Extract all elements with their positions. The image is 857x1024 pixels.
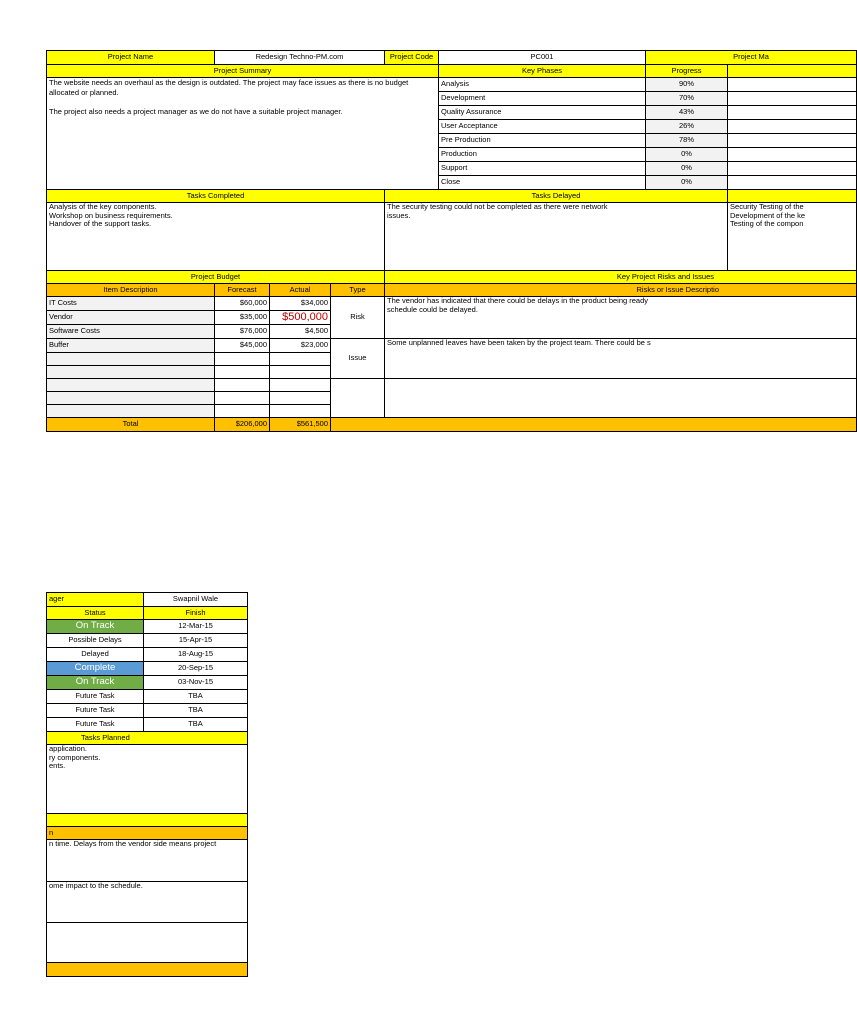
status-header-clipped — [728, 65, 857, 78]
phase-progress[interactable]: 0% — [646, 148, 728, 162]
budget-actual[interactable]: $34,000 — [270, 297, 331, 311]
phase-progress[interactable]: 90% — [646, 78, 728, 92]
project-status-table-top — [46, 50, 857, 432]
tasks-planned-title: Tasks Planned — [47, 732, 248, 745]
risk-type: Risk — [331, 297, 385, 339]
project-manager-label-continued: ager — [47, 593, 144, 607]
phase-finish[interactable]: TBA — [144, 704, 248, 718]
phase-status-complete[interactable]: Complete — [47, 662, 144, 676]
budget-total-actual: $561,500 — [270, 418, 331, 432]
forecast-header: Forecast — [215, 284, 270, 297]
risk-description-empty[interactable] — [47, 923, 248, 963]
phase-finish[interactable]: 03-Nov-15 — [144, 676, 248, 690]
progress-header: Progress — [646, 65, 728, 78]
budget-item: Vendor — [47, 311, 215, 325]
phase-finish[interactable]: 20-Sep-15 — [144, 662, 248, 676]
budget-forecast[interactable]: $45,000 — [215, 339, 270, 353]
phase-status-clipped — [728, 162, 857, 176]
budget-forecast-empty[interactable] — [215, 353, 270, 366]
finish-header: Finish — [144, 607, 248, 620]
budget-forecast-empty[interactable] — [215, 366, 270, 379]
phase-progress[interactable]: 78% — [646, 134, 728, 148]
phase-name: Development — [439, 92, 646, 106]
report-page-1 — [46, 50, 806, 436]
tasks-completed-text[interactable]: Analysis of the key components. Workshop on business requirements. Handover of the support tasks. — [47, 203, 385, 271]
item-description-header: Item Description — [47, 284, 215, 297]
tasks-planned-text[interactable]: Security Testing of the Development of the ke Testing of the compon — [728, 203, 857, 271]
phase-status-clipped — [728, 134, 857, 148]
phase-progress[interactable]: 70% — [646, 92, 728, 106]
budget-total-label: Total — [47, 418, 215, 432]
budget-forecast-empty[interactable] — [215, 405, 270, 418]
phase-finish[interactable]: 18-Aug-15 — [144, 648, 248, 662]
project-summary-text[interactable]: The website needs an overhaul as the design is outdated. The project may face issues as there is no budget allocated or planned. The project also needs a project manager as we do not have a suitable project manager. — [47, 78, 439, 190]
risks-footer-continued — [47, 963, 248, 977]
project-summary-title: Project Summary — [47, 65, 439, 78]
budget-forecast-empty[interactable] — [215, 379, 270, 392]
phase-name: Production — [439, 148, 646, 162]
type-header: Type — [331, 284, 385, 297]
phase-finish[interactable]: TBA — [144, 690, 248, 704]
phase-progress[interactable]: 43% — [646, 106, 728, 120]
budget-forecast[interactable]: $60,000 — [215, 297, 270, 311]
budget-item-empty[interactable] — [47, 405, 215, 418]
phase-status[interactable]: Future Task — [47, 718, 144, 732]
budget-forecast[interactable]: $76,000 — [215, 325, 270, 339]
risk-description-header-continued: n — [47, 827, 248, 840]
phase-status-clipped — [728, 106, 857, 120]
phase-finish[interactable]: TBA — [144, 718, 248, 732]
project-code-value[interactable]: PC001 — [439, 51, 646, 65]
report-page-2 — [46, 592, 247, 980]
phase-status-on-track[interactable]: On Track — [47, 676, 144, 690]
budget-actual-empty[interactable] — [270, 366, 331, 379]
risk-description-continued[interactable]: n time. Delays from the vendor side means project — [47, 840, 248, 882]
phase-progress[interactable]: 0% — [646, 176, 728, 190]
phase-name: Analysis — [439, 78, 646, 92]
risk-description[interactable]: The vendor has indicated that there could be delays in the product being ready schedule could be delayed. — [385, 297, 857, 339]
phase-name: User Acceptance — [439, 120, 646, 134]
phase-status-clipped — [728, 92, 857, 106]
issue-description[interactable]: Some unplanned leaves have been taken by the project team. There could be s — [385, 339, 857, 379]
phase-finish[interactable]: 12-Mar-15 — [144, 620, 248, 634]
tasks-completed-title: Tasks Completed — [47, 190, 385, 203]
issue-type: Issue — [331, 339, 385, 379]
project-manager-value[interactable]: Swapnil Wale — [144, 593, 248, 607]
budget-actual-empty[interactable] — [270, 353, 331, 366]
actual-header: Actual — [270, 284, 331, 297]
risks-title-continued — [47, 814, 248, 827]
budget-forecast-empty[interactable] — [215, 392, 270, 405]
budget-actual-empty[interactable] — [270, 379, 331, 392]
phase-status[interactable]: Delayed — [47, 648, 144, 662]
budget-item: Software Costs — [47, 325, 215, 339]
phase-status-clipped — [728, 148, 857, 162]
phase-status-clipped — [728, 176, 857, 190]
phase-progress[interactable]: 26% — [646, 120, 728, 134]
budget-item-empty[interactable] — [47, 353, 215, 366]
phase-status-on-track[interactable]: On Track — [47, 620, 144, 634]
tasks-planned-title-clipped — [728, 190, 857, 203]
phase-status-clipped — [728, 78, 857, 92]
budget-forecast[interactable]: $35,000 — [215, 311, 270, 325]
budget-item: Buffer — [47, 339, 215, 353]
tasks-delayed-text[interactable]: The security testing could not be completed as there were network issues. — [385, 203, 728, 271]
phase-status-clipped — [728, 120, 857, 134]
project-code-label: Project Code — [385, 51, 439, 65]
risks-footer — [331, 418, 857, 432]
budget-total-forecast: $206,000 — [215, 418, 270, 432]
tasks-delayed-title: Tasks Delayed — [385, 190, 728, 203]
budget-actual[interactable]: $4,500 — [270, 325, 331, 339]
risk-type-empty[interactable] — [331, 379, 385, 418]
phase-status[interactable]: Future Task — [47, 690, 144, 704]
budget-item-empty[interactable] — [47, 392, 215, 405]
budget-item: IT Costs — [47, 297, 215, 311]
phase-name: Support — [439, 162, 646, 176]
project-name-label: Project Name — [47, 51, 215, 65]
project-status-table-bottom — [46, 592, 248, 977]
phase-progress[interactable]: 0% — [646, 162, 728, 176]
key-phases-title: Key Phases — [439, 65, 646, 78]
budget-actual-empty[interactable] — [270, 405, 331, 418]
project-name-value[interactable]: Redesign Techno-PM.com — [215, 51, 385, 65]
phase-name: Close — [439, 176, 646, 190]
tasks-planned-text-continued[interactable]: application. ry components. ents. — [47, 745, 248, 814]
project-budget-title: Project Budget — [47, 271, 385, 284]
phase-status[interactable]: Possible Delays — [47, 634, 144, 648]
project-manager-label: Project Ma — [646, 51, 857, 65]
budget-actual-empty[interactable] — [270, 392, 331, 405]
risk-description-empty[interactable] — [385, 379, 857, 418]
phase-status[interactable]: Future Task — [47, 704, 144, 718]
status-header: Status — [47, 607, 144, 620]
budget-actual-overspend[interactable]: $500,000 — [270, 311, 331, 325]
phase-name: Pre Production — [439, 134, 646, 148]
risk-description-header: Risks or Issue Descriptio — [385, 284, 857, 297]
budget-actual[interactable]: $23,000 — [270, 339, 331, 353]
budget-item-empty[interactable] — [47, 379, 215, 392]
budget-item-empty[interactable] — [47, 366, 215, 379]
risks-issues-title: Key Project Risks and Issues — [385, 271, 857, 284]
phase-finish[interactable]: 15-Apr-15 — [144, 634, 248, 648]
phase-name: Quality Assurance — [439, 106, 646, 120]
issue-description-continued[interactable]: ome impact to the schedule. — [47, 882, 248, 923]
